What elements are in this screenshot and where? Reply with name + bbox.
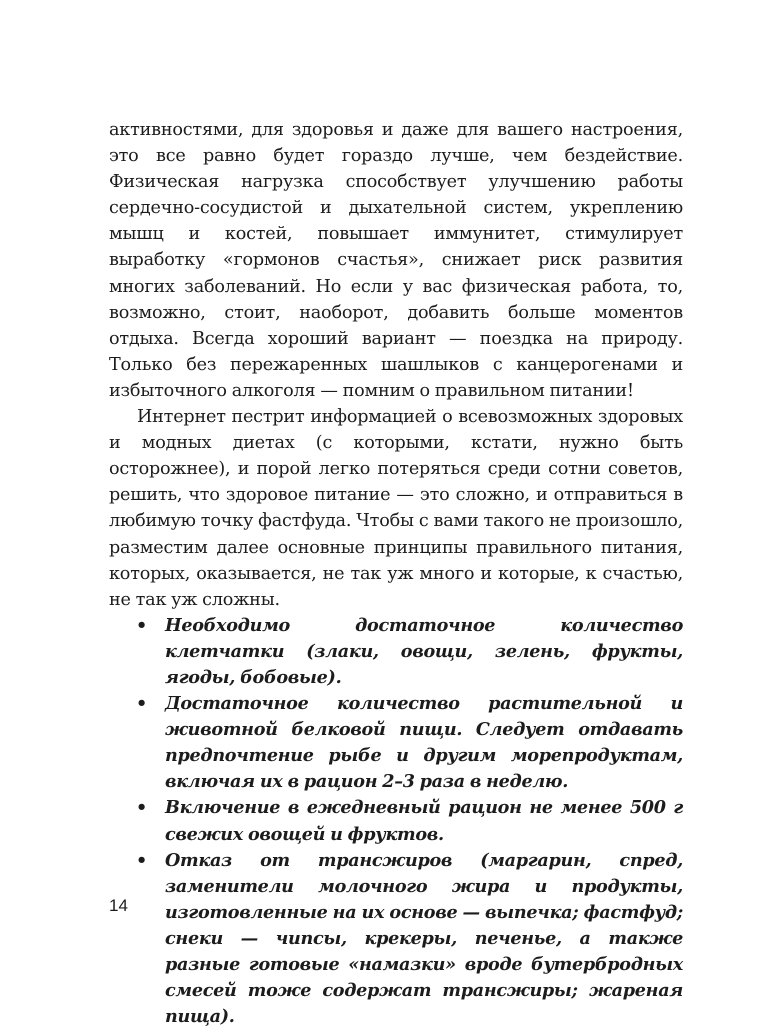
bullet-icon: •	[136, 693, 147, 715]
bullet-icon: •	[136, 849, 147, 871]
list-item-text: Включение в ежедневный рацион не менее 500 г свежих овощей и фруктов.	[165, 797, 683, 845]
list-item	[109, 795, 683, 847]
bullet-icon: •	[136, 614, 147, 636]
paragraph-continuation: активностями, для здоровья и даже для вашего настроения, это все равно будет гораздо лучше, чем бездействие. Физическая нагрузка способствует улучшению работы сердечно-сосудистой и дыхательной систем, укреплению мышц и костей, повышает иммунитет, стимулирует выработку «гормонов счастья», снижает риск развития многих заболеваний. Но если у вас физическая работа, то, возможно, стоит, наоборот, добавить больше моментов отдыха. Всегда хороший вариант — поездка на природу. Только без пережаренных шашлыков с канцерогенами и избыточного алкоголя — помним о правильном питании!	[109, 120, 683, 401]
bullet-icon: •	[136, 797, 147, 819]
list-item	[109, 691, 683, 795]
list-item-text: Отказ от трансжиров (маргарин, спред, заменители молочного жира и продукты, изготовленные на их основе — выпечка; фастфуд; снеки — чипсы, крекеры, печенье, а также разные готовые «намазки» вроде бутербродных смесей тоже содержат трансжиры; жареная пища).	[165, 849, 683, 1028]
paragraph-internet: Интернет пестрит информацией о всевозможных здоровых и модных диетах (с которыми, кстати, нужно быть осторожнее), и порой легко потеряться среди сотни советов, решить, что здоровое питание — это сложно, и отправиться в любимую точку фастфуда. Чтобы с вами такого не произошло, разместим далее основные принципы правильного питания, которых, оказывается, не так уж много и которые, к счастью, не так уж сложны.	[109, 407, 683, 610]
page-body	[109, 117, 683, 1030]
list-item	[109, 848, 683, 1030]
page-number: 14	[109, 896, 128, 915]
list-item	[109, 613, 683, 691]
nutrition-principles-list	[109, 613, 683, 1030]
list-item-text: Достаточное количество растительной и животной белковой пищи. Следует отдавать предпочтение рыбе и другим морепродуктам, включая их в рацион 2–3 раза в неделю.	[165, 693, 683, 793]
list-item-text: Необходимо достаточное количество клетчатки (злаки, овощи, зелень, фрукты, ягоды, бобовые).	[165, 614, 683, 688]
